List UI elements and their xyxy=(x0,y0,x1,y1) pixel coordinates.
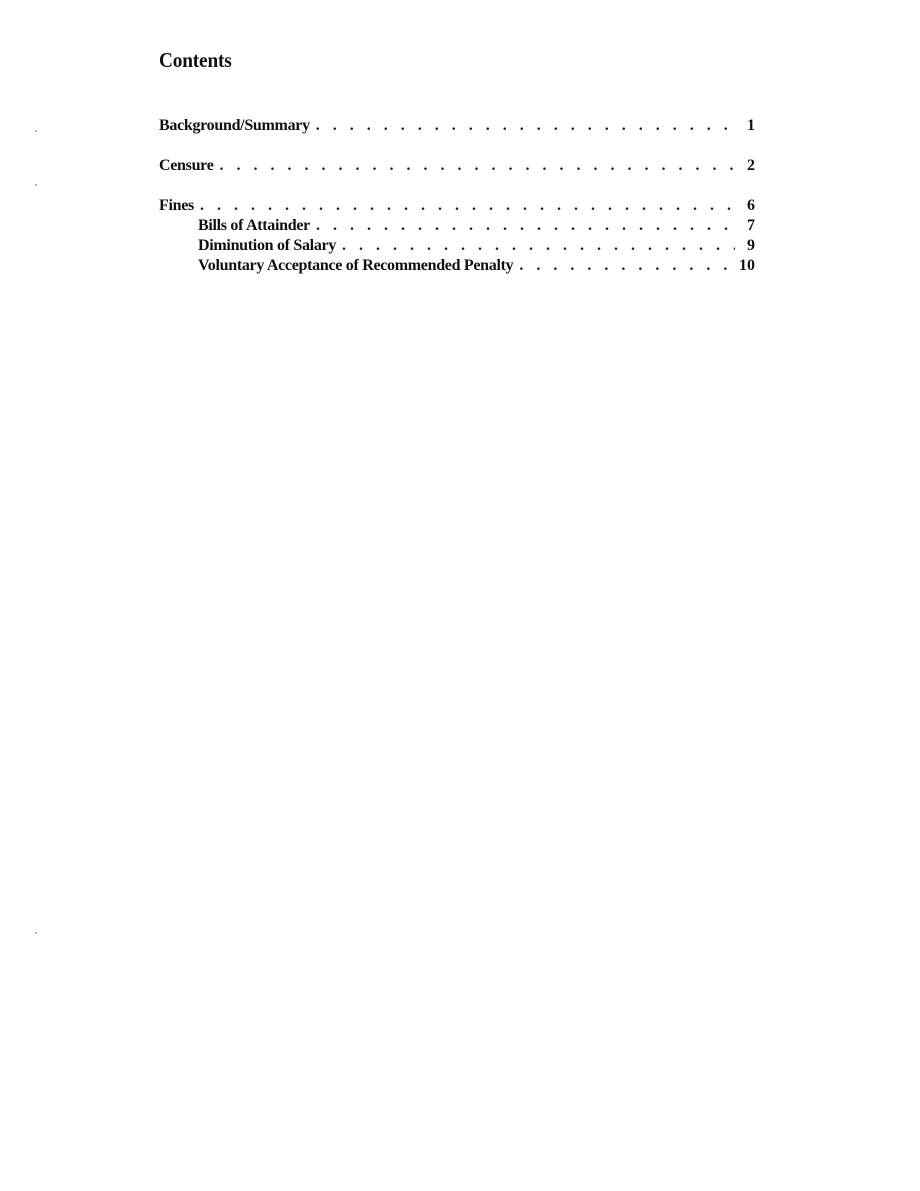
toc-entry-label: Bills of Attainder xyxy=(198,217,310,234)
toc-entry-page-number: 9 xyxy=(747,237,755,254)
dot-leader xyxy=(342,236,735,256)
scan-speck xyxy=(35,932,37,934)
toc-entry-label: Fines xyxy=(159,197,194,214)
scan-speck xyxy=(35,184,37,186)
table-of-contents xyxy=(159,116,755,276)
dot-leader xyxy=(316,216,735,236)
toc-entry-page-number: 10 xyxy=(739,257,755,274)
toc-entry-page-number: 6 xyxy=(747,197,755,214)
dot-leader xyxy=(316,116,735,136)
toc-entry-label: Voluntary Acceptance of Recommended Penalty xyxy=(198,257,514,274)
toc-entry-label: Diminution of Salary xyxy=(198,237,337,254)
scan-speck xyxy=(35,130,37,132)
dot-leader xyxy=(519,256,731,276)
toc-entry-label: Background/Summary xyxy=(159,117,310,134)
toc-entry-page-number: 1 xyxy=(747,117,755,134)
toc-entry-page-number: 2 xyxy=(747,157,755,174)
toc-entry-voluntary-acceptance[interactable] xyxy=(159,256,755,276)
toc-entry-page-number: 7 xyxy=(747,217,755,234)
page-title: Contents xyxy=(159,48,232,72)
dot-leader xyxy=(200,196,735,216)
toc-entry-background-summary[interactable] xyxy=(159,116,755,136)
toc-entry-label: Censure xyxy=(159,157,214,174)
toc-entry-censure[interactable] xyxy=(159,156,755,176)
toc-entry-fines[interactable] xyxy=(159,196,755,216)
toc-entry-diminution-of-salary[interactable] xyxy=(159,236,755,256)
dot-leader xyxy=(220,156,736,176)
toc-entry-bills-of-attainder[interactable] xyxy=(159,216,755,236)
